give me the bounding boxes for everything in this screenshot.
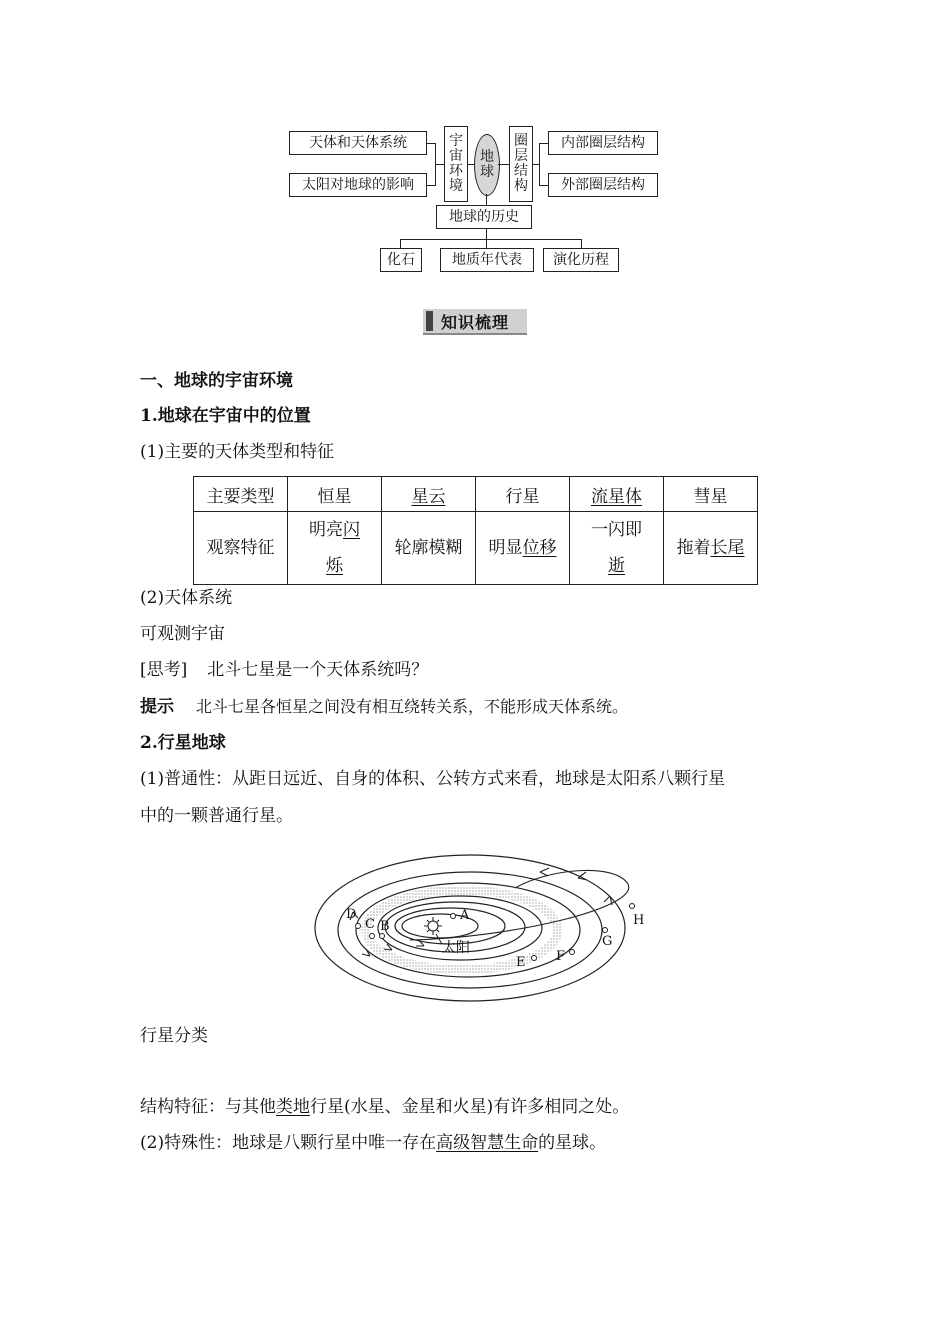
table-cell-nebula: 轮廓模糊 bbox=[382, 512, 476, 585]
mindmap-box-sun-influence: 太阳对地球的影响 bbox=[289, 173, 427, 197]
planet-label-g: G bbox=[602, 934, 613, 949]
planet-classification: 行星分类 bbox=[140, 1026, 208, 1046]
table-cell-label: 观察特征 bbox=[194, 512, 288, 585]
think-question bbox=[140, 662, 428, 679]
hint-answer bbox=[140, 699, 628, 716]
planet-d-marker bbox=[356, 924, 361, 929]
table-header-cell: 恒星 bbox=[288, 477, 382, 512]
paragraph-ordinary-line1: (1)普通性：从距日远近、自身的体积、公转方式来看，地球是太阳系八颗行星 bbox=[140, 769, 726, 789]
planet-label-h: H bbox=[633, 913, 645, 928]
sun-icon bbox=[424, 917, 442, 935]
subheading-celestial-system: (2)天体系统 bbox=[140, 588, 233, 608]
planet-g-marker bbox=[603, 928, 608, 933]
mindmap-box-earth-history: 地球的历史 bbox=[436, 205, 532, 229]
paragraph-ordinary-line2: 中的一颗普通行星。 bbox=[140, 806, 293, 826]
planet-e-marker bbox=[532, 956, 537, 961]
table-header-cell: 彗星 bbox=[664, 477, 758, 512]
section-badge-text: 知识梳理 bbox=[441, 312, 510, 332]
table-cell-meteor: 一闪即 逝 bbox=[570, 512, 664, 585]
mindmap-box-sphere-structure: 圈 层 结 构 bbox=[509, 126, 533, 202]
planet-label-c: C bbox=[365, 917, 375, 932]
planet-c-marker bbox=[370, 934, 375, 939]
heading-cosmic-environment: 一、地球的宇宙环境 bbox=[140, 371, 293, 391]
mindmap-box-celestial-system: 天体和天体系统 bbox=[289, 131, 427, 155]
think-label: [思考] bbox=[140, 660, 188, 680]
planet-a-marker bbox=[451, 914, 456, 919]
heading-planet-earth: 2.行星地球 bbox=[140, 733, 226, 753]
table-cell-star: 明亮闪 烁 bbox=[288, 512, 382, 585]
mindmap-box-cosmic-environment: 宇 宙 环 境 bbox=[444, 126, 468, 202]
table-header-row bbox=[194, 477, 758, 512]
table-header-cell: 星云 bbox=[382, 477, 476, 512]
planet-label-f: F bbox=[556, 949, 566, 964]
mindmap-box-evolution: 演化历程 bbox=[543, 248, 619, 272]
table-header-cell: 流星体 bbox=[570, 477, 664, 512]
subheading-celestial-types: (1)主要的天体类型和特征 bbox=[140, 442, 335, 462]
comet-orbit bbox=[410, 870, 629, 940]
table-cell-comet: 拖着长尾 bbox=[664, 512, 758, 585]
planet-label-a: A bbox=[460, 908, 470, 923]
table-header-cell: 主要类型 bbox=[194, 477, 288, 512]
planet-f-marker bbox=[570, 950, 575, 955]
solar-system-diagram bbox=[310, 848, 650, 1008]
section-badge bbox=[423, 309, 527, 335]
hint-text: 北斗七星各恒星之间没有相互绕转关系，不能形成天体系统。 bbox=[196, 697, 629, 716]
orbit bbox=[395, 908, 505, 944]
badge-bar bbox=[426, 311, 433, 331]
mindmap-box-inner-sphere: 内部圈层结构 bbox=[548, 131, 658, 155]
planet-label-e: E bbox=[516, 955, 526, 970]
table-header-cell: 行星 bbox=[476, 477, 570, 512]
planet-b-marker bbox=[380, 934, 385, 939]
heading-position: 1.地球在宇宙中的位置 bbox=[140, 406, 311, 426]
table-cell-planet: 明显位移 bbox=[476, 512, 570, 585]
table-row bbox=[194, 512, 758, 585]
structure-feature: 结构特征：与其他类地行星(水星、金星和火星)有许多相同之处。 bbox=[140, 1097, 630, 1117]
think-text: 北斗七星是一个天体系统吗？ bbox=[207, 660, 429, 680]
sun-label: 太阳 bbox=[442, 940, 470, 956]
mindmap-box-geologic-time-scale: 地质年代表 bbox=[440, 248, 534, 272]
special-feature: (2)特殊性：地球是八颗行星中唯一存在高级智慧生命的星球。 bbox=[140, 1133, 607, 1153]
mindmap-box-fossil: 化石 bbox=[380, 248, 422, 272]
celestial-types-table bbox=[193, 476, 758, 585]
arrow-icon bbox=[540, 868, 549, 876]
orbit bbox=[356, 883, 580, 977]
observable-universe: 可观测宇宙 bbox=[140, 624, 225, 644]
planet-h-marker bbox=[630, 904, 635, 909]
hint-label: 提示 bbox=[140, 697, 174, 717]
orbit bbox=[315, 855, 625, 1001]
planet-label-b: B bbox=[380, 919, 390, 934]
planet-label-d: D bbox=[346, 907, 357, 922]
mindmap-center-earth: 地 球 bbox=[474, 134, 500, 196]
mindmap-box-outer-sphere: 外部圈层结构 bbox=[548, 173, 658, 197]
